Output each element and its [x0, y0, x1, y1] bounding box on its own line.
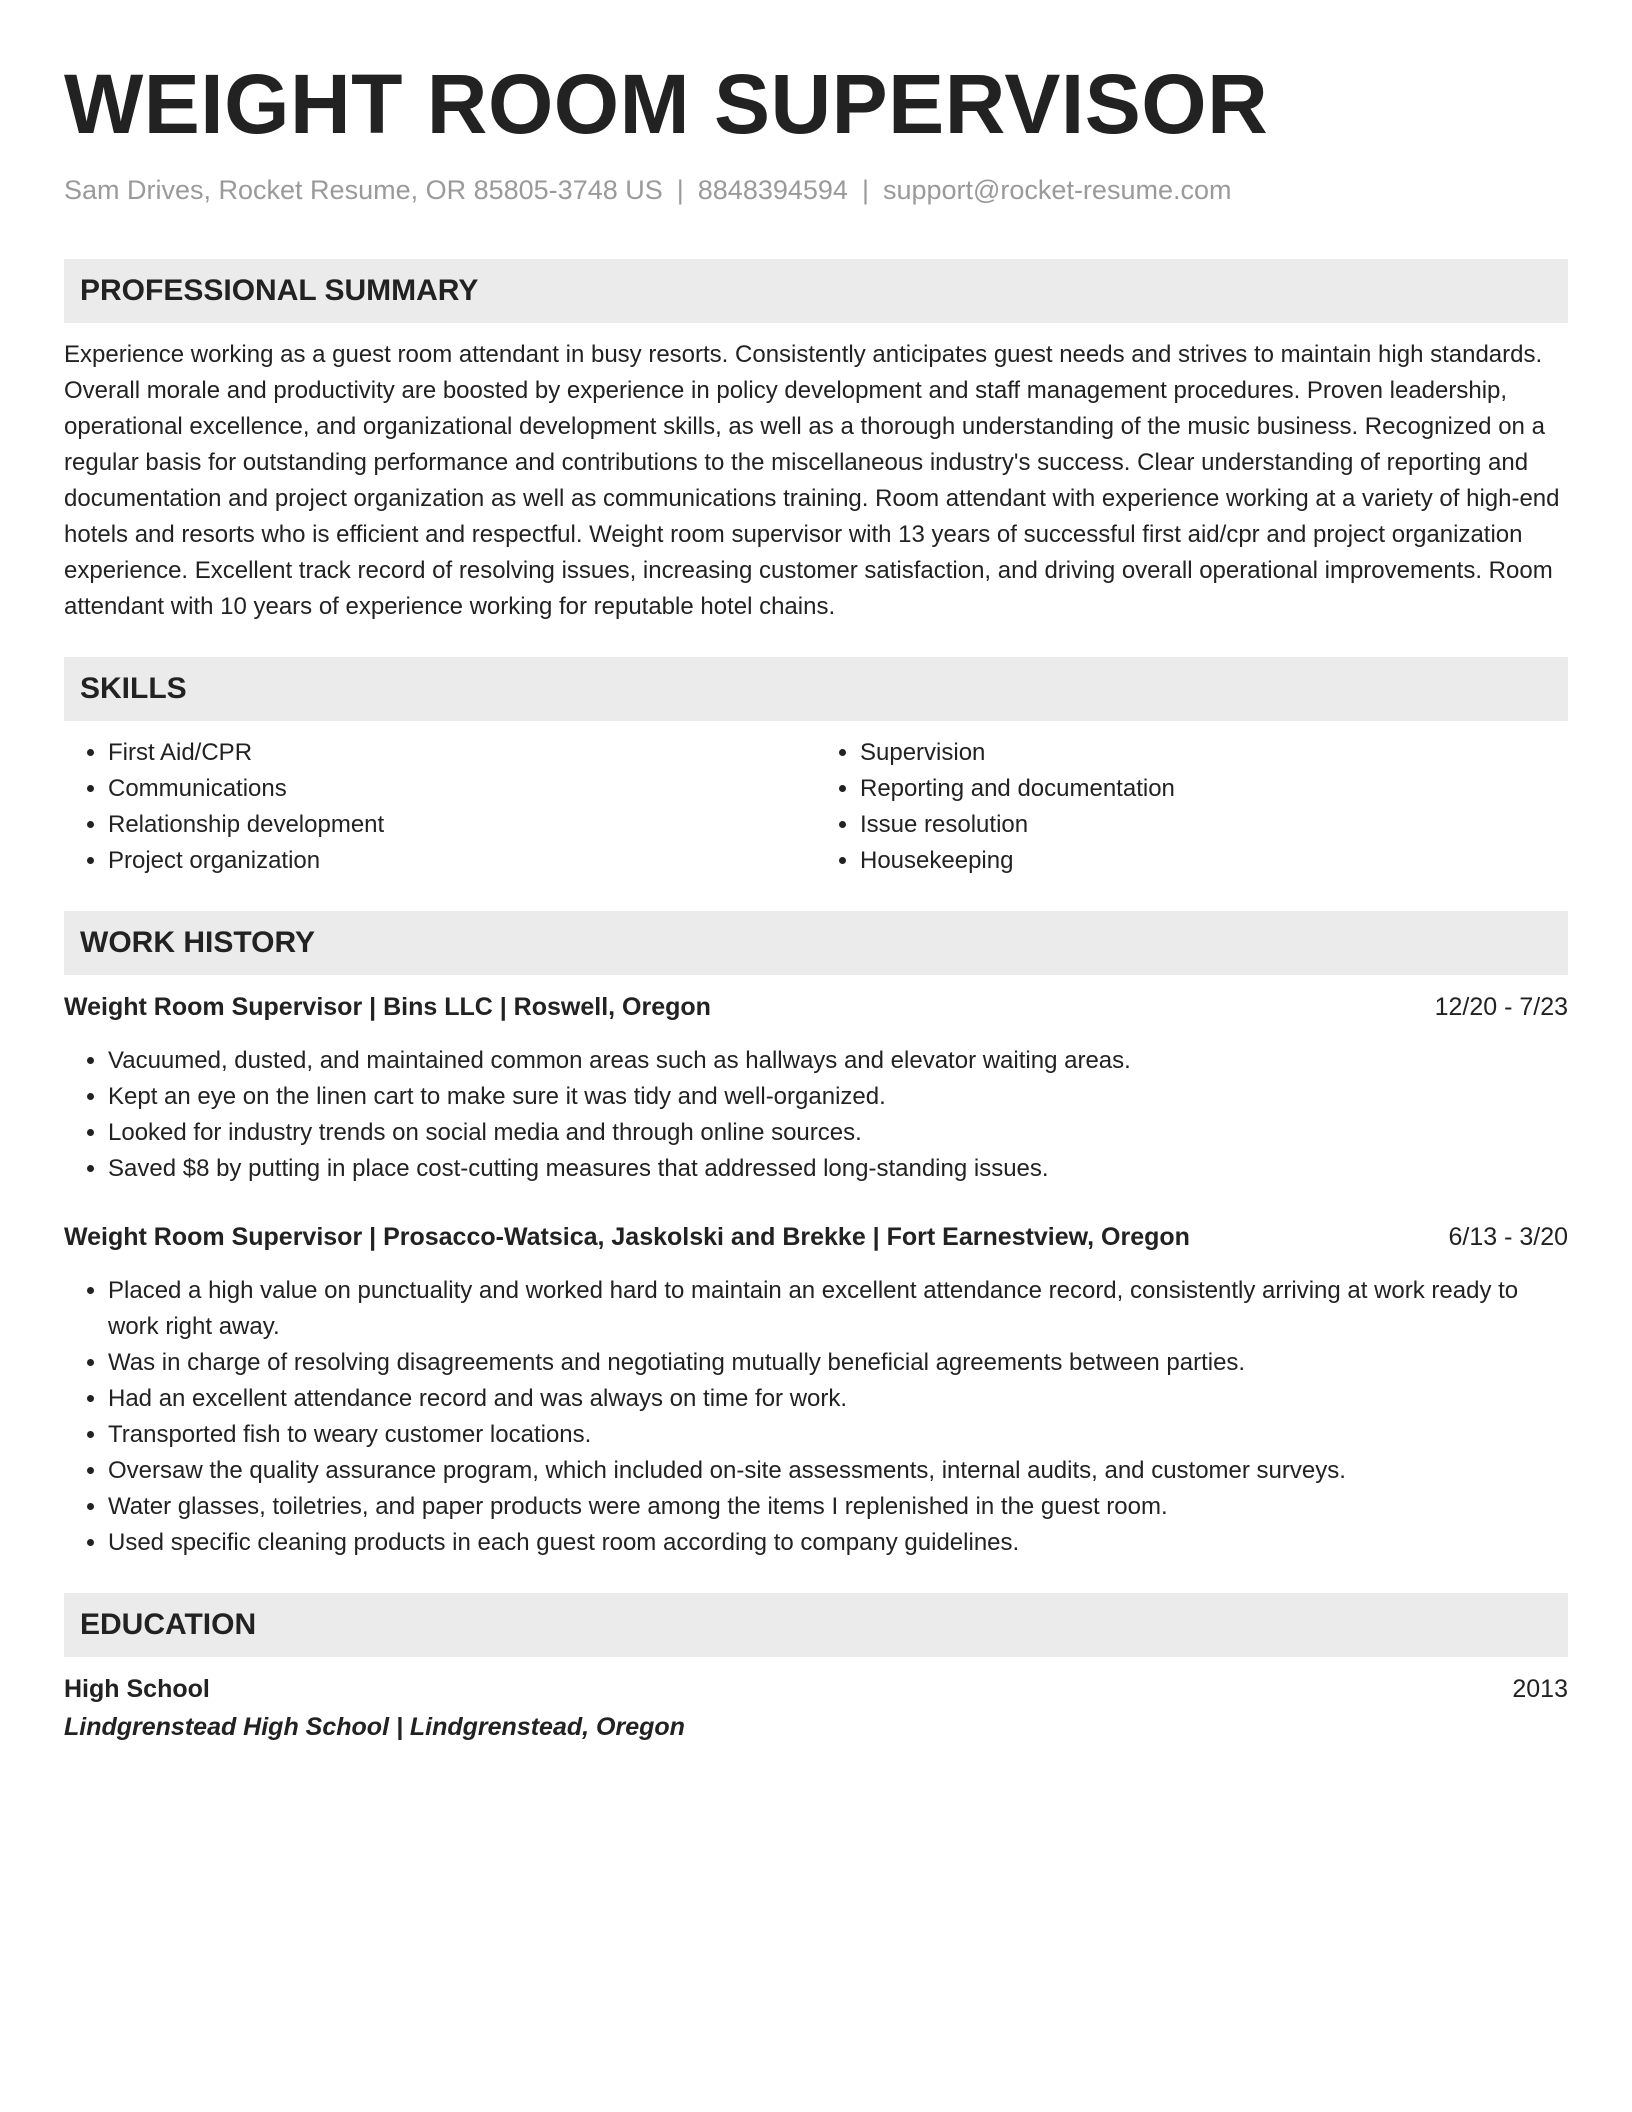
skill-item: • Reporting and documentation: [860, 771, 1568, 807]
education-header: [64, 1671, 1568, 1707]
job-entry: [64, 1219, 1568, 1561]
job-title: Weight Room Supervisor | Prosacco-Watsica, Jaskolski and Brekke | Fort Earnestview, Oregon: [64, 1223, 1190, 1251]
job-bullet: • Was in charge of resolving disagreements and negotiating mutually beneficial agreements between parties.: [108, 1345, 1568, 1381]
job-bullet: • Oversaw the quality assurance program, which included on-site assessments, internal audits, and customer surveys.: [108, 1453, 1568, 1489]
skills-column-right: [816, 735, 1568, 879]
section-header-education: EDUCATION: [64, 1593, 1568, 1657]
job-header: [64, 1219, 1568, 1255]
skill-item: • First Aid/CPR: [108, 735, 816, 771]
contact-email: support@rocket-resume.com: [882, 175, 1232, 205]
job-bullets: [64, 1043, 1568, 1187]
job-dates: 6/13 - 3/20: [1448, 1223, 1568, 1251]
contact-phone: 8848394594: [697, 175, 848, 205]
job-title: Weight Room Supervisor | Bins LLC | Roswell, Oregon: [64, 993, 711, 1021]
skills-list: [64, 735, 1568, 879]
skills-column-left: [64, 735, 816, 879]
job-bullets: [64, 1273, 1568, 1561]
contact-separator: |: [861, 175, 869, 205]
job-bullet: • Vacuumed, dusted, and maintained common areas such as hallways and elevator waiting areas.: [108, 1043, 1568, 1079]
job-bullet: • Had an excellent attendance record and was always on time for work.: [108, 1381, 1568, 1417]
education-year: 2013: [1512, 1675, 1568, 1703]
job-bullet: • Kept an eye on the linen cart to make sure it was tidy and well-organized.: [108, 1079, 1568, 1115]
skill-item: • Relationship development: [108, 807, 816, 843]
job-bullet: • Transported fish to weary customer locations.: [108, 1417, 1568, 1453]
skill-item: • Communications: [108, 771, 816, 807]
job-entry: [64, 989, 1568, 1187]
job-dates: 12/20 - 7/23: [1434, 993, 1568, 1021]
job-bullet: • Looked for industry trends on social media and through online sources.: [108, 1115, 1568, 1151]
section-header-skills: SKILLS: [64, 657, 1568, 721]
job-bullet: • Used specific cleaning products in each guest room according to company guidelines.: [108, 1525, 1568, 1561]
skill-item: • Housekeeping: [860, 843, 1568, 879]
contact-line: [64, 172, 1568, 208]
job-bullet: • Saved $8 by putting in place cost-cutting measures that addressed long-standing issues.: [108, 1151, 1568, 1187]
education-school: Lindgrenstead High School | Lindgrenstead, Oregon: [64, 1713, 685, 1741]
education-degree: High School: [64, 1675, 210, 1703]
skill-item: • Issue resolution: [860, 807, 1568, 843]
skill-item: • Supervision: [860, 735, 1568, 771]
job-bullet: • Water glasses, toiletries, and paper products were among the items I replenished in the guest room.: [108, 1489, 1568, 1525]
section-header-summary: PROFESSIONAL SUMMARY: [64, 259, 1568, 323]
contact-separator: |: [676, 175, 684, 205]
resume-title: WEIGHT ROOM SUPERVISOR: [64, 57, 1269, 151]
summary-text: Experience working as a guest room attendant in busy resorts. Consistently anticipates guest needs and strives to maintain high standards. Overall morale and productivity are boosted by experience in policy development and staff management procedures. Proven leadership, operational excellence, and organizational development skills, as well as a thorough understanding of the music business. Recognized on a regular basis for outstanding performance and contributions to the miscellaneous industry's success. Clear understanding of reporting and documentation and project organization as well as communications training. Room attendant with experience working at a variety of high-end hotels and resorts who is efficient and respectful. Weight room supervisor with 13 years of successful first aid/cpr and project organization experience. Excellent track record of resolving issues, increasing customer satisfaction, and driving overall operational improvements. Room attendant with 10 years of experience working for reputable hotel chains.: [64, 341, 1560, 620]
job-bullet: • Placed a high value on punctuality and worked hard to maintain an excellent attendance record, consistently arriving at work ready to work right away.: [108, 1273, 1568, 1345]
section-header-work-history: WORK HISTORY: [64, 911, 1568, 975]
job-header: [64, 989, 1568, 1025]
contact-address: Sam Drives, Rocket Resume, OR 85805-3748 US: [64, 175, 663, 205]
education-entry: [64, 1671, 1568, 1747]
skill-item: • Project organization: [108, 843, 816, 879]
